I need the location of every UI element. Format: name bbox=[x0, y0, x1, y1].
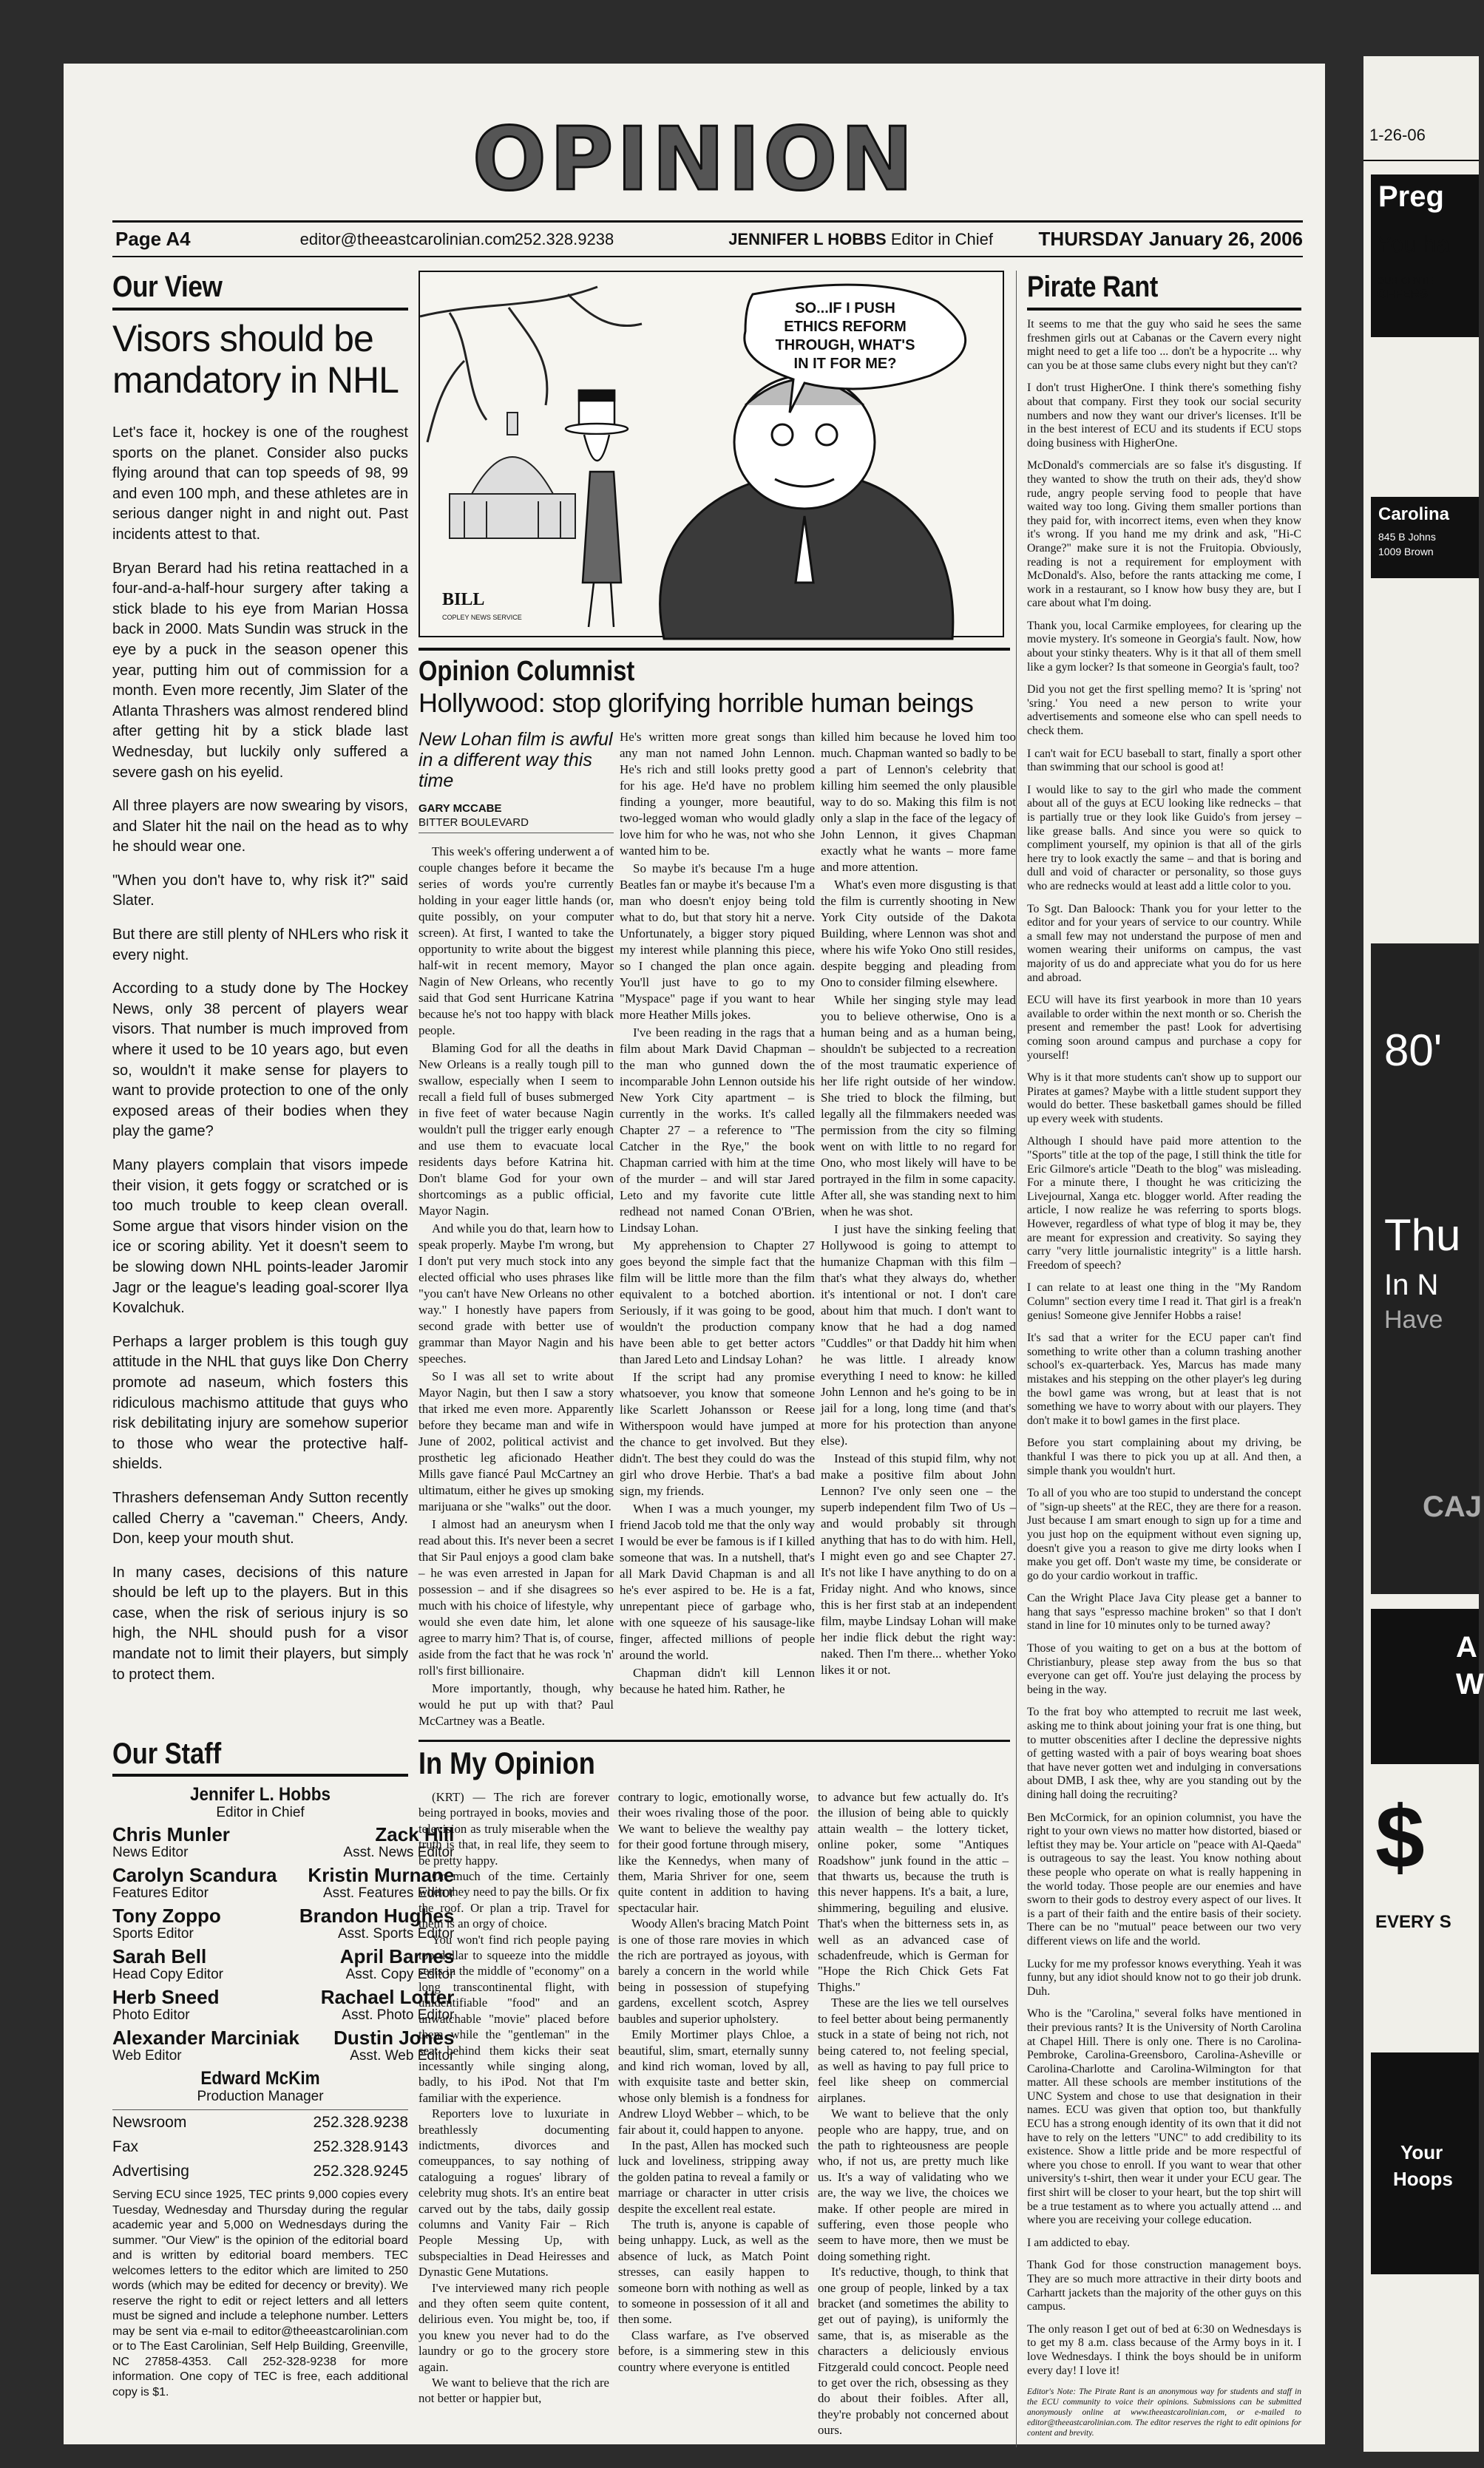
ad-text: Carolina bbox=[1378, 504, 1450, 524]
kicker-rule bbox=[112, 308, 408, 311]
bubble-line: SO...IF I PUSH bbox=[795, 300, 895, 316]
contact-value: 252.328.9143 bbox=[313, 2138, 408, 2155]
rant-item: To Sgt. Dan Baloock: Thank you for your letter to the editor and for your years of service to our country. While a small few may not understand the purpose of men and women wearing their uniforms on campus, the vast majority of us do and appreciate what you do for us here and abroad. bbox=[1027, 902, 1301, 984]
staff-name: Zack Hill bbox=[375, 1823, 455, 1845]
rant-item: Thank God for those construction management boys. They are so much more attractive in their dirty boots and Carhartt jackets than the majority of the other guys on this campus. bbox=[1027, 2259, 1301, 2313]
bubble-line: THROUGH, WHAT'S bbox=[775, 337, 915, 353]
paragraph: Instead of this stupid film, why not make a positive film about John Lennon? I've only seen one – the superb independent film Two of Us – and would probably sit through anything that has to do with him. Hell, I might even go and see Chapter 27. It's not like I have anything to do on a Friday night. And who knows, since this is her first stab at an independent film, maybe Lindsay Lohan will make her indie flick debut the right way: naked. Then I'm there... whether Yoko likes it or not. bbox=[821, 1451, 1016, 1677]
masthead bbox=[64, 64, 1325, 219]
paragraph: We want to believe that the only people who are happy, true, and on the path to righteousness are people who, if not us, are pretty much like us. It's a way of validating who we are, the way we live, the choices we make. If other people are mired in suffering, even those people who seem to have more, then we must be doing something right. bbox=[818, 2106, 1009, 2263]
staff-name: Sarah Bell bbox=[112, 1945, 207, 1967]
rant-item: ECU will have its first yearbook in more than 10 years available to order within the next month or so. Cherish the present and remember the past! Look for advertising coming soon around campus and purchase a copy for yourself! bbox=[1027, 994, 1301, 1062]
our-view-body bbox=[112, 423, 408, 1685]
staff-name: Chris Munler bbox=[112, 1823, 230, 1845]
staff-name: Dustin Jones bbox=[333, 2027, 455, 2049]
contact-label: Fax bbox=[112, 2138, 139, 2155]
paragraph: According to a study done by The Hockey News, only 38 percent of players wear visors. That number is much improved from where it used to be 10 years ago, but even so, wouldn't it make sense for players to want to provide protection to one of the only exposed areas of their bodies when they play the game? bbox=[112, 980, 408, 1140]
rant-item: The only reason I get out of bed at 6:30 on Wednesdays is to get my 8 a.m. class because of the Army boys in it. I love Wednesdays. I think the boys should be in uniform every day! I love it! bbox=[1027, 2322, 1301, 2377]
rant-item: I would like to say to the girl who made the comment about all of the guys at ECU looking like rednecks – that is partially true or they look like Guido's from jersey – like grease balls. And since you were so quick to compliment yourself, my opinion is that all of the girls here try to look exactly the same – and that is boring and dull and void of character or personality, so those guys who are rednecks would at least add a little color to you. bbox=[1027, 783, 1301, 892]
editors-note: Editor's Note: The Pirate Rant is an anonymous way for students and staff in the ECU community to voice their opinions. Submissions can be submitted anonymously online at www.theeastcarolinian.com, or e-mailed to editor@theeastcarolinian.com. The editor reserves the right to edit opinions for content and brevity. bbox=[1027, 2387, 1301, 2438]
rant-item: I don't trust HigherOne. I think there's something fishy about that company. First they took our social security numbers and now they want our driver's licenses. It'll be in the best interest of ECU and its students if ECU stops doing business with HigherOne. bbox=[1027, 382, 1301, 450]
rant-item: Lucky for me my professor knows everything. Yeah it was funny, but any idiot should know not to go their job drunk. Duh. bbox=[1027, 1957, 1301, 1998]
cartoon-credit: COPLEY NEWS SERVICE bbox=[442, 614, 522, 621]
facing-page bbox=[1363, 56, 1484, 2452]
paragraph: In the past, Allen has mocked such luck and loveliness, stripping away the golden patina to reveal a family or marriage or character in utter crisis despite the excellent real estate. bbox=[618, 2138, 809, 2216]
paragraph: All three players are now swearing by visors, and Slater hit the nail on the head as to why he should wear one. bbox=[112, 798, 408, 855]
staff-role: Asst. Photo Editor bbox=[342, 2007, 455, 2023]
staff-role: Asst. Web Editor bbox=[350, 2048, 455, 2064]
staff-role: Asst. News Editor bbox=[343, 1845, 455, 1860]
ad-text: 845 B Johns bbox=[1378, 531, 1436, 543]
our-view-section bbox=[112, 271, 408, 1698]
pirate-rant-section bbox=[1016, 271, 1301, 2447]
info-bar bbox=[112, 220, 1303, 257]
paragraph: What's even more disgusting is that the film is currently shooting in New York City outside of the Dakota Building, where Lennon was shot and where his wife Yoko Ono still resides, despite begging and pleading from Ono to consider filming elsewhere. bbox=[821, 878, 1016, 989]
rant-item: To the frat boy who attempted to recruit me last week, asking me to think about joining your frat is one thing, but to mutter obscenities after I decline the depressive nights of getting wasted with a pair of boys wearing boat shoes that have never gotten wet and indulging in conversations about DMB, I ask thee, why are you standing out by the dining hall doing the recruiting? bbox=[1027, 1706, 1301, 1801]
editorial-cartoon bbox=[419, 271, 1004, 637]
ad-block bbox=[1371, 497, 1479, 578]
middle-section bbox=[414, 271, 1016, 2438]
ad-text: 1009 Brown bbox=[1378, 546, 1434, 557]
rant-item: Although I should have paid more attention to the "Sports" title at the top of the page, I still think the title for Eric Gilmore's article "Death to the blog" was misleading. For a minute there, I thought he was criticizing the Livejournal, Xanga etc. blogger world. After reading the article, I now realize he was referring to sports blogs. However, regardless of what type of blog it may be, they are meant for expression and creativity. So saying they carry "very little journalistic integrity" is a little harsh. Freedom of speech? bbox=[1027, 1135, 1301, 1272]
columnist-kicker: Opinion Columnist bbox=[419, 656, 635, 687]
bubble-line: ETHICS REFORM bbox=[784, 319, 907, 335]
ad-text: 80' bbox=[1384, 1025, 1443, 1075]
rant-item: Those of you waiting to get on a bus at the bottom of Christianbury, please step away from the bus so that everyone can get off. You're just delaying the process by being in the way. bbox=[1027, 1642, 1301, 1696]
in-my-opinion-kicker: In My Opinion bbox=[419, 1746, 595, 1780]
kicker-rule bbox=[1027, 308, 1301, 311]
page-number: Page A4 bbox=[115, 228, 191, 250]
ad-block bbox=[1371, 1609, 1484, 1764]
staff-role: Features Editor bbox=[112, 1885, 209, 1901]
paragraph: contrary to logic, emotionally worse, their woes rivaling those of the poor. We want to believe the wealthy pay for their good fortune through misery, like the Kennedys, when many of them, Maria Shriver for one, seem quite content in addition to having spectacular hair. bbox=[618, 1790, 809, 1915]
paragraph: Or much of the time. Certainly when they need to pay the bills. Or fix the roof. Or plan a trip. Travel for them is an orgy of choice. bbox=[419, 1869, 609, 1931]
our-view-headline: Visors should be mandatory in NHL bbox=[112, 318, 399, 401]
ad-text: Your bbox=[1400, 2141, 1443, 2163]
ad-text: EVERY S bbox=[1375, 1912, 1451, 1932]
paragraph: You won't find rich people paying top dollar to squeeze into the middle seats in the middle of "economy" on a long transcontinental flight, with unidentifiable "food" and an unwatchable "movie" placed before them while the "gentleman" in the seat behind them kicks their seat incessantly while singing along, badly, to his iPod. Not that I'm familiar with the experience. bbox=[419, 1932, 609, 2105]
text-column bbox=[821, 729, 1016, 1731]
kicker-rule bbox=[112, 1774, 408, 1777]
rant-item: McDonald's commercials are so false it's disgusting. If they wanted to show the truth on their ads, they'd show rude, angry people serving food to people that have waited way too long. Giving them smaller portions than they paid for, with incorrect items, even when they know it's wrong. If you hand me my drink and ask, "Hi-C Orange?" make sure it is not the Fruitopia. Obviously, reading is not a requirement for employment with McDonald's. Also, before the rants attacking me come, I work in a restaurant, so I know how busy they are, but I care about what I'm doing. bbox=[1027, 459, 1301, 610]
production-role: Production Manager bbox=[197, 2089, 324, 2104]
our-view-kicker: Our View bbox=[112, 271, 223, 303]
staff-role: Asst. Features Editor bbox=[322, 1885, 455, 1901]
contact-value: 252.328.9238 bbox=[313, 2114, 408, 2131]
ad-text: A bbox=[1456, 1631, 1477, 1664]
rant-item: Can the Wright Place Java City please get a banner to hang that says "espresso machine broken" so that I don't stand in line for 10 minutes only to be turned away? bbox=[1027, 1592, 1301, 1633]
paragraph: Blaming God for all the deaths in New Orleans is a really tough pill to swallow, especially when I seem to recall a field full of buses submerged in five feet of water because Nagin wouldn't pull the trigger early enough and use them to evacuate local residents days before Katrina hit. Don't blame God for your own shortcomings as a public official, Mayor Nagin. bbox=[419, 1041, 614, 1218]
paragraph: I've interviewed many rich people and they often seem quite content, delirious even. You might be, too, if you knew you never had to do the laundry or go to the grocery store again. bbox=[419, 2280, 609, 2374]
pirate-rant-body bbox=[1027, 318, 1301, 2438]
byline-name: GARY MCCABE bbox=[419, 802, 502, 815]
artist-signature: BILL bbox=[442, 590, 485, 609]
ad-text: Thu bbox=[1384, 1210, 1461, 1260]
staff-kicker: Our Staff bbox=[112, 1738, 222, 1770]
editor-email: editor@theeastcarolinian.com bbox=[299, 229, 515, 248]
paragraph: So maybe it's because I'm a huge Beatles fan or maybe it's because I'm a man who doesn't enjoy being told what to do, but that story hit a nerve. Unfortunately, a bigger story piqued my interest while planning this piece, so I changed the plan once again. You'll just have to go to my "Myspace" page if you want to hear more Heather Mills jokes. bbox=[620, 861, 815, 1022]
editor-role: Editor in Chief bbox=[890, 229, 994, 248]
rant-item: Ben McCormick, for an opinion columnist, you have the right to your own views no matter how distorted, biased or leftist they may be. Your article on "peace with Al-Qaeda" is outrageous to say the least. You know nothing about these people who operate on what is really happening in the world today. Those people are our enemies and have sworn to their gods to destroy every aspect of our lives. It is a part of their faith and the entire basis of their society. There can be no "mutual" peace between our two very different views on life and the world. bbox=[1027, 1811, 1301, 1947]
rant-item: Before you start complaining about my driving, be thankful I was there to pick you up at all. And then, a simple thank you wouldn't hurt. bbox=[1027, 1437, 1301, 1477]
staff-box bbox=[112, 1738, 455, 2400]
paragraph: "When you don't have to, why risk it?" said Slater. bbox=[112, 872, 408, 909]
ad-text: $ bbox=[1375, 1788, 1425, 1887]
chief-name: Jennifer L. Hobbs bbox=[189, 1784, 331, 1805]
paragraph: Emily Mortimer plays Chloe, a beautiful, slim, smart, eternally sunny and kind rich woman, loved by all, with exquisite taste and better skin, whose only blemish is a fondness for Andrew Lloyd Webber – which, to be fair about it, could happen to anyone. bbox=[618, 2027, 809, 2137]
paragraph: Woody Allen's bracing Match Point is one of those rare movies in which the rich are portrayed as joyous, with barely a concern in the world while being in possession of stupefying gardens, excellent scotch, Asprey baubles and superior upholstery. bbox=[618, 1916, 809, 2026]
rant-item: I can relate to at least one thing in the "My Random Column" section every time I read it. That girl is a freak'n genius! Someone give Jennifer Hobbs a raise! bbox=[1027, 1281, 1301, 1322]
paragraph: So I was all set to write about Mayor Nagin, but then I saw a story that irked me even more. Apparently before they became man and wife in June of 2002, political activist and prosthetic leg aficionado Heather Mills gave fiancé Paul McCartney an ultimatum, either he gives up smoking marijuana or she "walks" out the door. bbox=[419, 1369, 614, 1513]
paragraph: When I was a much younger, my friend Jacob told me that the only way I would be ever be famous is if I killed someone that was. In a nutshell, that's all Mark David Chapman is and all he's ever aspired to be. He is a fat, unrepentant piece of garbage who, with one squeeze of his sausage-like finger, affected millions of people around the world. bbox=[620, 1502, 815, 1662]
rant-item: It's sad that a writer for the ECU paper can't find something to write other than a column trashing another school's ex-quarterback. Yes, Marcus has made many mistakes and his stepping on the other player's leg during the bowl game was wrong, but at least that is not something we have to worry about with our players. They don't make it to bowl games in the first place. bbox=[1027, 1332, 1301, 1427]
ad-text: Hoops bbox=[1393, 2168, 1453, 2190]
columnist-body bbox=[419, 729, 1016, 1731]
chief-role: Editor in Chief bbox=[216, 1805, 305, 1820]
issue-day: THURSDAY bbox=[1038, 228, 1144, 250]
issue-date-text: January 26, 2006 bbox=[1148, 228, 1303, 250]
paragraph: Thrashers defenseman Andy Sutton recently called Cherry a "caveman." Cheers, Andy. Don, keep your mouth shut. bbox=[112, 1489, 408, 1547]
capitol-building bbox=[450, 413, 575, 538]
paragraph: I just have the sinking feeling that Hollywood is going to attempt to humanize Chapman with this film – that's what they always do, whether it's intentional or not. I don't care about him that much. I don't want to know that he had a dog named "Cuddles" or that Daddy hit him when he was little. I already know everything I need to know: he killed John Lennon and he's going to be in jail for a long, long time (and that's more for his protection than anyone else). bbox=[821, 1222, 1016, 1448]
paragraph: In many cases, decisions of this nature should be left up to the players. But in this case, when the risk of serious injury is so high, the NHL should push for a visor mandate not to limit their players, but simply to protect them. bbox=[112, 1564, 408, 1683]
rant-item: Did you not get the first spelling memo? It is 'spring' not 'sring.' You need a new person to write your advertisements and someone else who can spell needs to check them. bbox=[1027, 683, 1301, 738]
staff-note: Serving ECU since 1925, TEC prints 9,000 copies every Tuesday, Wednesday and Thursday during the regular academic year and 5,000 on Wednesdays during the summer. "Our View" is the opinion of the editorial board and is written by editorial board members. TEC welcomes letters to the editor which are limited to 250 words (which may be edited for decency or brevity). We reserve the right to edit or reject letters and all letters must be signed and include a telephone number. Letters may be sent via e-mail to editor@theeastcarolinian.com or to The East Carolinian, Self Help Building, Greenville, NC 27858-4353. Call 252-328-9238 for more information. One copy of TEC is free, each additional copy is $1. bbox=[112, 2189, 408, 2398]
editor-phone: 252.328.9238 bbox=[514, 229, 614, 248]
pirate-rant-kicker: Pirate Rant bbox=[1027, 271, 1158, 303]
text-column bbox=[419, 729, 614, 1731]
rant-item: Thank you, local Carmike employees, for clearing up the movie mystery. It's someone in Georgia's fault. Now, how about your stinky theaters. Why is it that all of them smell like a gym locker? Is that someone in Georgia's fault, too? bbox=[1027, 619, 1301, 674]
issue-date bbox=[1039, 228, 1303, 251]
ad-text: Preg bbox=[1378, 180, 1444, 213]
contact-label: Advertising bbox=[112, 2163, 189, 2180]
rant-item: I am addicted to ebay. bbox=[1027, 2236, 1130, 2249]
paragraph: The truth is, anyone is capable of being unhappy. Luck, as well as the absence of luck, as Match Point stresses, can easily happen to someone born with nothing as well as to someone in possession of it all and then some. bbox=[618, 2217, 809, 2327]
ad-text: You ha bbox=[1377, 231, 1450, 257]
ad-block bbox=[1371, 2052, 1479, 2274]
paragraph: to advance but few actually do. It's the illusion of being able to quickly attain wealth – the lottery ticket, online poker, some "Antiques Roadshow" junk found in the attic – that thwarts us, because the truth is this never happens. It's a bait, a lure, shimmering, beguiling and elusive. That's when the bitterness sets in, as well as an advanced case of schadenfreude, which is German for "Hope the Rich Chick Gets Fat Thighs." bbox=[818, 1790, 1009, 1994]
staff-member bbox=[112, 1946, 299, 1987]
paragraph: More importantly, though, why would he put up with that? Paul McCartney was a Beatle. bbox=[419, 1681, 614, 1728]
ad-text: W bbox=[1456, 1668, 1484, 1701]
paragraph: Chapman didn't kill Lennon because he hated him. Rather, he bbox=[620, 1666, 815, 1696]
section-title: OPINION bbox=[472, 108, 917, 210]
contact-row bbox=[112, 2159, 408, 2183]
paragraph: It's reductive, though, to think that one group of people, linked by a tax bracket (and sometimes the ability to get out of paying), is uniformly the same, that is, as miserable as the characters a deliciously envious Fitzgerald could concoct. People need to get over the rich, obsessing as they do about their foibles. After all, they're probably not concerned about ours. bbox=[818, 2265, 1009, 2438]
paragraph: (KRT) — The rich are forever being portrayed in books, movies and television as truly miserable when the truth is that, in real life, they seem to be pretty happy. bbox=[419, 1790, 609, 1868]
paragraph: These are the lies we tell ourselves to feel better about being permanently stuck in a state of being not rich, not being catered to, not feeling special, as well as having to pay full price to feel like sheep on commercial airplanes. bbox=[818, 1996, 1009, 2105]
staff-name: Rachael Lotter bbox=[320, 1986, 455, 2008]
paragraph: Bryan Berard had his retina reattached in a four-and-a-half-hour surgery after taking a stick blade to his eye from Marian Hossa back in 2000. Mats Sundin was struck in the eye by a puck in the season opener this year, putting him out of commission for a month. Even more recently, Jim Slater of the Atlanta Thrashers was almost rendered blind after getting hit by a stick blade last Wednesday, but luckily only suffered a severe gash on his eyelid. bbox=[112, 560, 408, 781]
paragraph: He's written more great songs than any man not named John Lennon. He's rich and still looks pretty good for his age. He'd have no problem finding a younger, more beautiful, two-legged woman who would gladly love him for who he was, not who she wanted him to be. bbox=[620, 730, 815, 858]
staff-member bbox=[112, 2027, 299, 2068]
ad-text: Have bbox=[1384, 1306, 1443, 1334]
text-column bbox=[618, 1789, 809, 2438]
staff-member bbox=[112, 1905, 299, 1946]
ad-text: In N bbox=[1384, 1269, 1439, 1301]
column-deck: New Lohan film is awful in a different way this time bbox=[419, 729, 613, 791]
contact-row bbox=[112, 2110, 408, 2135]
paragraph: I've been reading in the rags that a film about Mark David Chapman – the man who gunned down the incomparable John Lennon outside his New York City apartment – is currently in the works. It's called Chapter 27 – a reference to "The Catcher in the Rye," the book Chapman carried with him at the time of the murder – and will star Jared Leto and my favorite cute little redhead not named Conan O'Brien, Lindsay Lohan. bbox=[620, 1025, 815, 1235]
columnist-headline: Hollywood: stop glorifying horrible human beings bbox=[419, 688, 974, 718]
paragraph: Class warfare, as I've observed before, is a simmering stew in this country where everyone is entitled bbox=[618, 2328, 809, 2374]
paragraph: Reporters love to luxuriate in breathlessly documenting indictments, divorces and comeuppances, to say nothing of cataloguing a rogues' library of celebrity mug shots. It's an entire beat carved out by the tabs, daily gossip columns and Vanity Fair – Rich People Messing Up, with subspecialties in Dead Heiresses and Dynastic Gene Mutations. bbox=[419, 2106, 609, 2279]
rant-item: Who is the "Carolina," several folks have mentioned in their previous rants? It is the University of North Carolina at Chapel Hill. There is only one. There is no Carolina-Pembroke, Carolina-Greensboro, Carolina-Asheville or Carolina-Charlotte and Carolina-Wilmington for that matter. All these schools are member institutions of the UNC System and chose to use that designation in their names. ECU was given that option too, but thankfully ECU has a strong enough identity of its own that it did not have to rely on the letters "UNC" to add credibility to its existence. Show a little pride and be more respectful of where you chose to enroll. If you want to wear that other university's t-shirt, then wear it under your ECU gear. The first shirt will be closer to your heart, but the top shirt will be a true testament as to where you actually attend ... and where you are receiving your college education. bbox=[1027, 2007, 1301, 2227]
in-my-opinion-body bbox=[419, 1789, 1010, 2438]
in-my-opinion-section bbox=[419, 1740, 1010, 2438]
staff-name: Kristin Murnane bbox=[308, 1864, 455, 1886]
staff-member bbox=[112, 1824, 299, 1865]
cartoon-drawing bbox=[420, 272, 1006, 639]
paragraph: My apprehension to Chapter 27 goes beyond the simple fact that the film will be little more than the film equivalent to a botched abortion. Seriously, if it was going to be good, wouldn't the production company have been able to get better actors than Jared Leto and Lindsay Lohan? bbox=[620, 1238, 815, 1366]
staff-role: Sports Editor bbox=[112, 1926, 194, 1942]
text-column bbox=[818, 1789, 1009, 2438]
staff-role: Photo Editor bbox=[112, 2007, 190, 2023]
staff-name: Herb Sneed bbox=[112, 1986, 220, 2008]
rant-item: I can't wait for ECU baseball to start, finally a sport other than swimming that our school is good at! bbox=[1027, 747, 1301, 774]
staff-role: Web Editor bbox=[112, 2048, 182, 2064]
paragraph: Perhaps a larger problem is this tough guy attitude in the NHL that guys like Don Cherry promote ad naseum, which fosters this ridiculous machismo attitude that guys who risk debilitating injury are somehow superior to those who wear the protective half-shields. bbox=[112, 1333, 408, 1473]
byline-role: BITTER BOULEVARD bbox=[419, 816, 614, 833]
editor-name: JENNIFER L HOBBS bbox=[728, 229, 887, 248]
staff-role: News Editor bbox=[112, 1845, 189, 1860]
editor-credit bbox=[728, 230, 1038, 249]
kicker-rule bbox=[419, 648, 1010, 651]
newspaper-page bbox=[64, 64, 1325, 2444]
column-text bbox=[419, 844, 614, 1729]
rant-item: To all of you who are too stupid to understand the concept of "sign-up sheets" at the REC, they are there for a reason. Just because I am smart enough to sign up for a time and you just hop on the equipment without even signing up, doesn't give you a reason to give me dirty looks when I make you get off. Don't waste my time, be considerate or go do your cardio workout in traffic. bbox=[1027, 1487, 1301, 1582]
contact-value: 252.328.9245 bbox=[313, 2163, 408, 2180]
ad-text: CAJ bbox=[1423, 1491, 1483, 1523]
text-column bbox=[419, 1789, 609, 2438]
text-column bbox=[620, 729, 815, 1731]
rant-item: Why is it that more students can't show up to support our Pirates at games? Maybe with a little student support they would do better. These basketball games should be filled up every week with students. bbox=[1027, 1071, 1301, 1125]
staff-name: Brandon Hughes bbox=[299, 1905, 455, 1927]
paragraph: But there are still plenty of NHLers who risk it every night. bbox=[112, 926, 408, 963]
facing-rule bbox=[1363, 160, 1479, 161]
staff-name: Tony Zoppo bbox=[112, 1905, 221, 1927]
paragraph: If the script had any promise whatsoever, you know that someone like Scarlett Johansson or Reese Witherspoon would have jumped at the chance to get involved. But they didn't. The best they could do was the girl who drove Herbie. That's a bad sign, my friends. bbox=[620, 1370, 815, 1498]
facing-date: 1-26-06 bbox=[1369, 126, 1426, 144]
paragraph: Many players complain that visors impede their vision, it gets foggy or scratched or is too much trouble to keep clean overall. Some argue that visors hinder vision on the ice or scoring ability. Yet it doesn't seem to be slowing down NHL points-leader Jaromir Jagr or the league's leading goal-scorer Ilya Kovalchuk. bbox=[112, 1157, 408, 1317]
staff-name: Carolyn Scandura bbox=[112, 1864, 277, 1886]
staff-role: Asst. Copy Editor bbox=[345, 1967, 455, 1982]
contact-list bbox=[112, 2109, 408, 2183]
staff-name: Alexander Marciniak bbox=[112, 2027, 299, 2049]
paragraph: And while you do that, learn how to speak properly. Maybe I'm wrong, but I don't put very much stock into any elected official who uses phrases like "you can't have New Orleans no other way." I honestly have papers from second grade with better use of grammar than Mayor Nagin and his speeches. bbox=[419, 1221, 614, 1366]
staff-role: Head Copy Editor bbox=[112, 1967, 223, 1982]
ad-text: OFFERS bbox=[1377, 287, 1428, 301]
paragraph: This week's offering underwent a of couple changes before it became the series of words you're currently holding in your eager little hands (or, quite possibly, on your computer screen). At first, I wanted to take the opportunity to write about the biggest half-wit in recent memory, Mayor Nagin of New Orleans, who recently said that God sent Hurricane Katrina because he's not too happy with black people. bbox=[419, 844, 614, 1037]
staff-member bbox=[112, 1865, 299, 1905]
bubble-line: IN IT FOR ME? bbox=[793, 356, 897, 372]
paragraph: Let's face it, hockey is one of the roughest sports on the planet. Consider also pucks flying around that can top speeds of 98, 99 and even 100 mph, and these athletes are in serious danger night in and night out. Past incidents attest to that. bbox=[112, 424, 408, 543]
ad-text: OUR CENTE bbox=[1377, 275, 1434, 286]
staff-grid bbox=[112, 1823, 455, 2068]
contact-label: Newsroom bbox=[112, 2114, 187, 2131]
staff-member bbox=[112, 1987, 299, 2027]
paragraph: I almost had an aneurysm when I read about this. It's never been a secret that Sir Paul enjoys a good clam bake – he was even arrested in Japan for possession – and if she disagrees so much with his choice of lifestyle, why would she even date him, let alone agree to marry him? That is, of course, aside from the fact that he was rock 'n' roll's first billionaire. bbox=[419, 1517, 614, 1678]
rant-item: It seems to me that the guy who said he sees the same freshmen girls out at Cabanas or the Cavern every night might need to get a life too ... don't be a hypocrite ... why can you be at those same clubs every night but they can't? bbox=[1027, 318, 1301, 372]
paragraph: We want to believe that the rich are not better or happier but, bbox=[419, 2376, 609, 2406]
ad-block bbox=[1371, 943, 1483, 1594]
production-name: Edward McKim bbox=[200, 2068, 320, 2089]
staff-name: April Barnes bbox=[339, 1945, 455, 1967]
contact-row bbox=[112, 2135, 408, 2159]
staff-role: Asst. Sports Editor bbox=[338, 1926, 455, 1942]
paragraph: While her singing style may lead you to believe otherwise, Ono is a human being and as a human being, shouldn't be subjected to a recreation of the most traumatic experience of her life right outside of her window. She tried to block the filming, but legally all the filmmakers needed was permission from the city so filming went on with little to no regard for Ono, who most likely will have to be portrayed in the film in some capacity. After all, she was standing next to him when he was shot. bbox=[821, 993, 1016, 1218]
paragraph: killed him because he loved him too much. Chapman wanted so badly to be a part of Lennon's celebrity that killing him seemed the only plausible way to do so. Making this film is not only a slap in the face of the legacy of John Lennon, it gives Chapman exactly what he wants – more fame and more attention. bbox=[821, 730, 1016, 874]
politician-figure bbox=[660, 376, 953, 639]
